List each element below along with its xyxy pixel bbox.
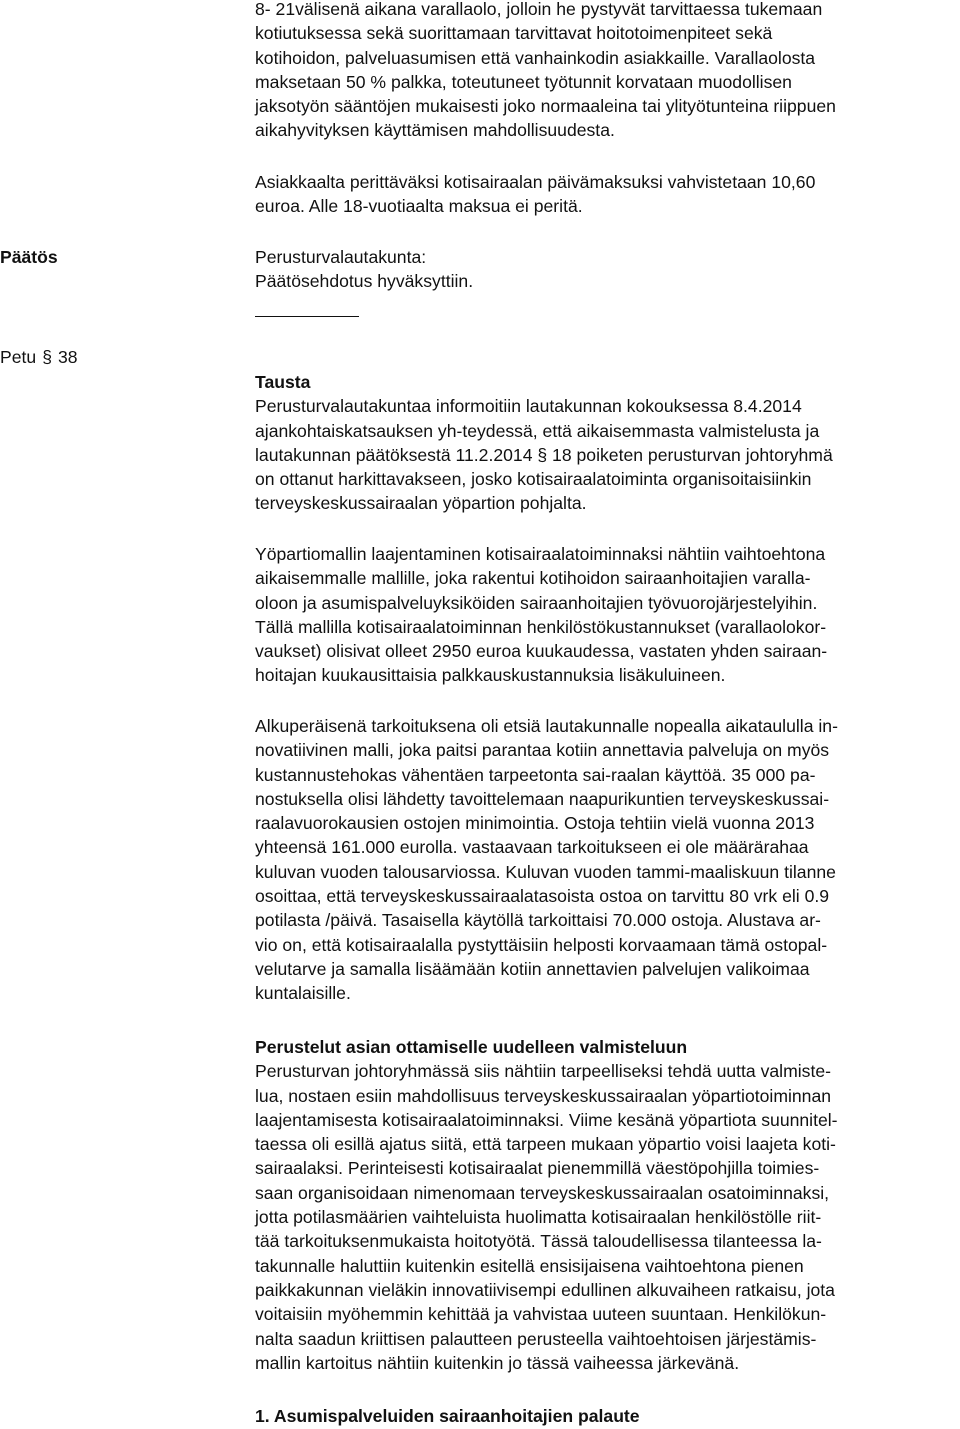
text-line: velutarve ja samalla lisäämään kotiin annettavien palvelujen valikoimaa xyxy=(255,958,810,979)
text-line: kuntalaisille. xyxy=(255,983,351,1004)
text-line: raalavuorokausien ostojen minimointia. Ostoja tehtiin vielä vuonna 2013 xyxy=(255,813,815,834)
text-line: osoittaa, että terveyskeskussairaalatasoista ostoa on tarvittu 80 vrk eli 0.9 xyxy=(255,886,830,907)
text-line: euroa. Alle 18-vuotiaalta maksua ei peritä. xyxy=(255,196,583,217)
tausta-heading: Tausta xyxy=(255,372,311,392)
text-line: jaksotyön sääntöjen mukaisesti joko normaaleina tai ylityötunteina riippuen xyxy=(255,96,836,117)
text-line: maksetaan 50 % palkka, toteutuneet työtunnit korvataan muodollisen xyxy=(255,71,792,92)
text-line: oloon ja asumispalveluyksiköiden sairaanhoitajien työvuorojärjestelyihin. xyxy=(255,592,818,613)
text-line: lua, nostaen esiin mahdollisuus terveyskeskussairaalan yöpartiotoiminnan xyxy=(255,1085,832,1106)
text-line: kotiutuksessa sekä suorittamaan tarvittavat hoitotoimenpiteet sekä xyxy=(255,23,773,44)
text-line: kustannustehokas vähentäen tarpeetonta sai-raalan käyttöä. 35 000 pa- xyxy=(255,764,816,785)
alkuperainen-paragraph xyxy=(255,714,958,1006)
text-line: Yöpartiomallin laajentaminen kotisairaalatoiminnaksi nähtiin vaihtoehtona xyxy=(255,544,826,564)
text-line: ajankohtaiskatsauksen yh-teydessä, että aikaisemmasta valmistelusta ja xyxy=(255,420,820,441)
fee-paragraph xyxy=(255,170,958,219)
decision-label: Päätös xyxy=(0,247,58,267)
text-line: nalta saadun kriittisen palautteen perusteella vaihtoehtoisen järjestämis- xyxy=(255,1328,817,1349)
text-line: voitaisiin myöhemmin kehittää ja vahvistaa uuteen suuntaan. Henkilökun- xyxy=(255,1304,827,1325)
item-label-number: 38 xyxy=(58,347,78,367)
text-line: vio on, että kotisairaalalla pystyttäisiin helposti korvaamaan tämä ostopal- xyxy=(255,934,828,955)
text-line: potilasta /päivä. Tasaisella käytöllä tarkoittaisi 70.000 ostoja. Alustava ar- xyxy=(255,910,821,931)
text-line: jotta potilasmäärien vaihteluista huolimatta kotisairaalan henkilöstölle riit- xyxy=(255,1207,822,1228)
text-line: vaukset) olisivat olleet 2950 euroa kuukaudessa, vastaten yhden sairaan- xyxy=(255,641,828,662)
text-line: terveyskeskussairaalan yöpartion pohjalta. xyxy=(255,493,587,514)
text-line: Asiakkaalta perittäväksi kotisairaalan päivämaksuksi vahvistetaan 10,60 xyxy=(255,172,816,192)
text-line: on ottanut harkittavakseen, josko kotisairaalatoiminta organisoitaisiinkin xyxy=(255,469,812,490)
decision-result: Päätösehdotus hyväksyttiin. xyxy=(255,271,474,292)
text-line: saan organisoidaan nimenomaan terveyskeskussairaalan osatoiminnaksi, xyxy=(255,1182,830,1203)
text-line: novatiivinen malli, joka paitsi parantaa kotiin annettavia palveluja on myös xyxy=(255,740,830,761)
text-line: aikahyvityksen käyttämisen mahdollisuudesta. xyxy=(255,120,615,141)
text-line: lautakunnan päätöksestä 11.2.2014 § 18 poiketen perusturvan johtoryhmä xyxy=(255,444,833,465)
section-divider xyxy=(255,316,359,317)
text-line: Perusturvalautakuntaa informoitiin lautakunnan kokouksessa 8.4.2014 xyxy=(255,396,802,417)
text-line: kuluvan vuoden talousarviossa. Kuluvan vuoden tammi-maaliskuun tilanne xyxy=(255,861,836,882)
text-line: laajentamisesta kotisairaalatoiminnaksi. Viime kesänä yöpartiota suunnitel- xyxy=(255,1109,838,1130)
decision-committee: Perusturvalautakunta: xyxy=(255,247,427,267)
text-line: hoitajan kuukausittaisia palkkauskustannuksia lisäkuluineen. xyxy=(255,665,726,686)
perustelut-section xyxy=(255,1035,958,1375)
text-line: Alkuperäisenä tarkoituksena oli etsiä lautakunnalle nopealla aikataululla in- xyxy=(255,716,838,736)
text-line: mallin kartoitus nähtiin kuitenkin jo tässä vaiheessa järkevänä. xyxy=(255,1352,740,1373)
item-number xyxy=(0,345,78,369)
numbered-heading: 1. Asumispalveluiden sairaanhoitajien palaute xyxy=(255,1406,640,1426)
text-line: Tällä mallilla kotisairaalatoiminnan henkilöstökustannukset (varallaolokor- xyxy=(255,616,827,637)
text-line: aikaisemmalle mallille, joka rakentui kotihoidon sairaanhoitajien varalla- xyxy=(255,568,811,589)
text-line: yhteensä 161.000 eurolla. vastaavaan tarkoitukseen ei ole määrärahaa xyxy=(255,837,809,858)
text-line: sairaalaksi. Perinteisesti kotisairaalat pienemmillä väestöpohjilla toimies- xyxy=(255,1158,820,1179)
text-line: nostuksella olisi lähdetty tavoittelemaan naapurikuntien terveyskeskussai- xyxy=(255,788,830,809)
text-line: Perusturvan johtoryhmässä siis nähtiin tarpeelliseksi tehdä uutta valmiste- xyxy=(255,1061,831,1082)
tausta-section xyxy=(255,370,958,516)
yopartio-paragraph xyxy=(255,542,958,688)
text-line: 8- 21välisenä aikana varallaolo, jolloin he pystyvät tarvittaessa tukemaan xyxy=(255,0,823,19)
perustelut-heading: Perustelut asian ottamiselle uudelleen valmisteluun xyxy=(255,1037,688,1057)
text-line: taessa oli esillä ajatus siitä, että tarpeen mukaan yöpartio voisi laajeta koti- xyxy=(255,1134,836,1155)
text-line: kotihoidon, palveluasumisen että vanhainkodin asiakkaille. Varallaolosta xyxy=(255,47,816,68)
section-sign: § xyxy=(42,347,52,367)
intro-paragraph xyxy=(255,0,958,143)
item-label-prefix: Petu xyxy=(0,347,37,367)
decision-body xyxy=(255,245,958,294)
text-line: takunnalle haluttiin kuitenkin esitellä ensisijaisena vaihtoehtona pienen xyxy=(255,1255,804,1276)
text-line: tää tarkoituksenmukaista hoitotyötä. Tässä taloudellisessa tilanteessa la- xyxy=(255,1231,822,1252)
text-line: paikkakunnan vieläkin innovatiivisempi edullinen alkuvaiheen ratkaisu, jota xyxy=(255,1279,835,1300)
